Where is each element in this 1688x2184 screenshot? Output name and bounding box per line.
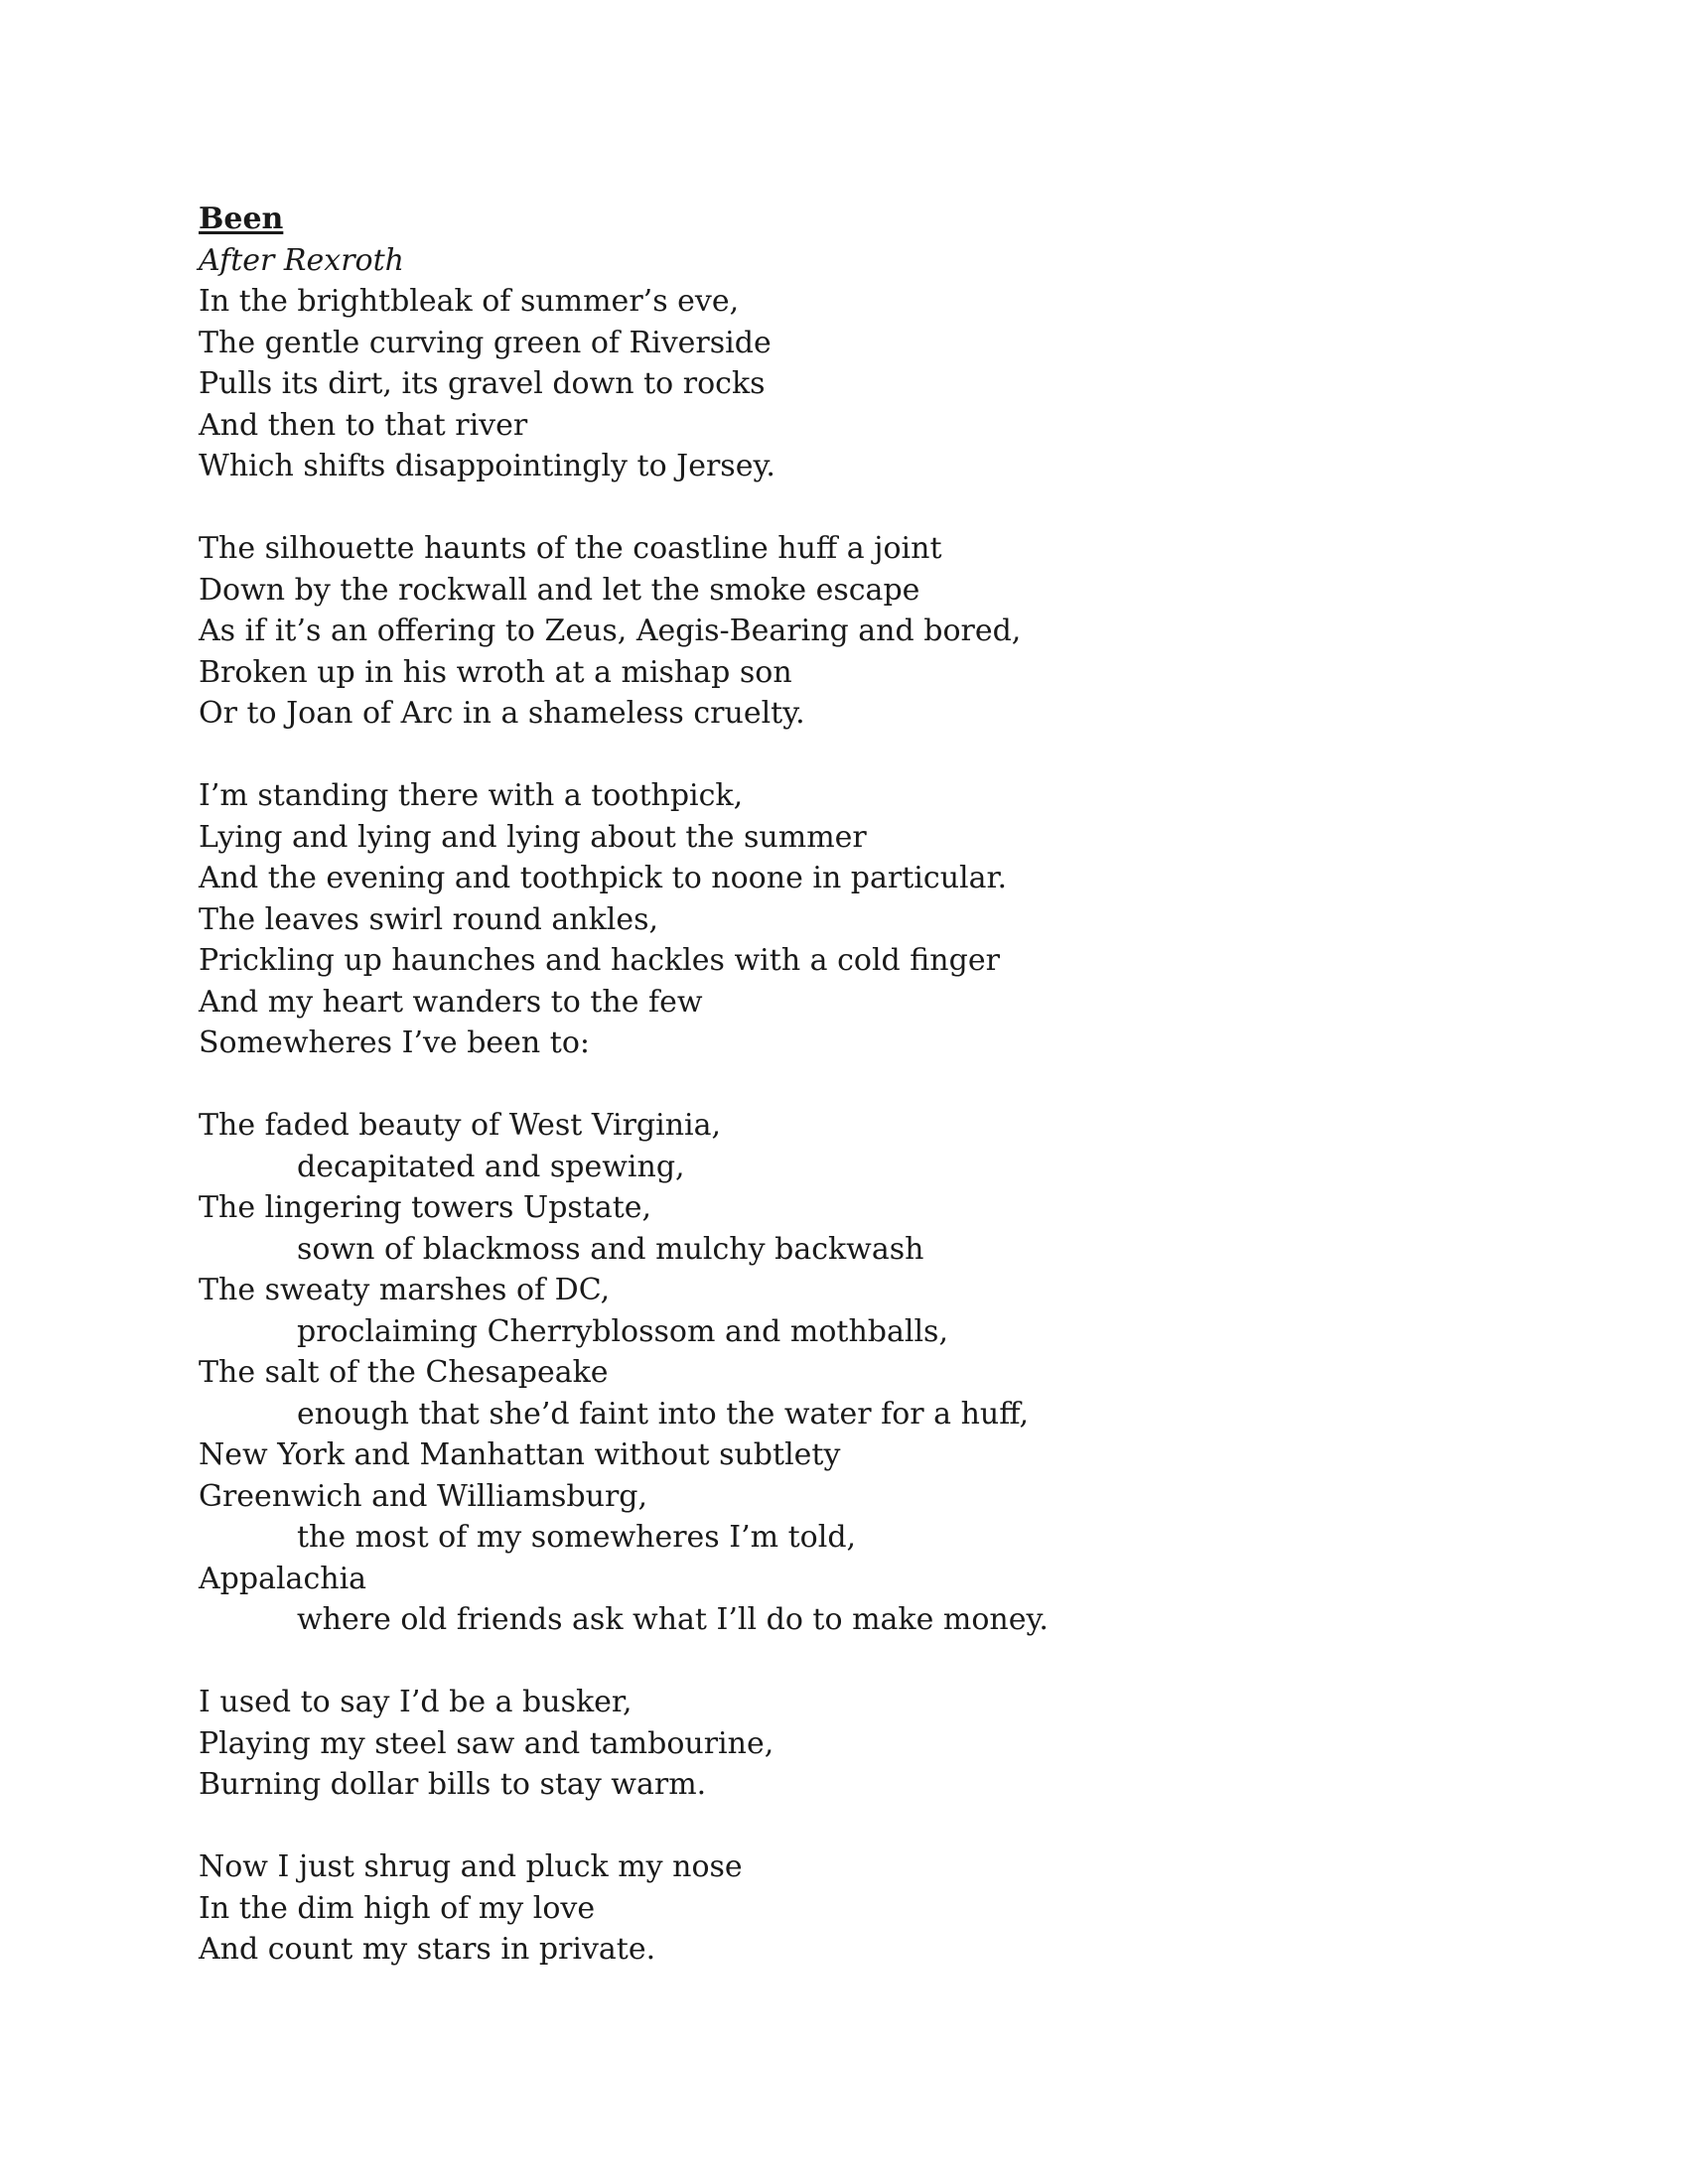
poem-line-indented: enough that she’d faint into the water for a huff, [297, 1396, 1029, 1432]
poem-line: And then to that river [199, 407, 528, 443]
poem-line: Playing my steel saw and tambourine, [199, 1725, 774, 1761]
poem-line: The gentle curving green of Riverside [199, 325, 772, 360]
poem-line: Somewheres I’ve been to: [199, 1025, 591, 1060]
stanza [199, 1682, 1489, 1806]
poem-body [199, 281, 1489, 1971]
stanza [199, 528, 1489, 735]
poem-line: The salt of the Chesapeake [199, 1355, 609, 1390]
poem-line: New York and Manhattan without subtlety [199, 1437, 841, 1472]
poem-line: As if it’s an offering to Zeus, Aegis-Bearing and bored, [199, 614, 1022, 648]
poem-line: Down by the rockwall and let the smoke escape [199, 572, 920, 608]
poem-line: Broken up in his wroth at a mishap son [199, 654, 792, 690]
poem-line: Pulls its dirt, its gravel down to rocks [199, 366, 766, 401]
poem-line: Now I just shrug and pluck my nose [199, 1849, 743, 1884]
poem-line: Appalachia [199, 1561, 367, 1596]
stanza [199, 1846, 1489, 1971]
poem-line: And the evening and toothpick to noone in particular. [199, 861, 1008, 895]
poem-line: Prickling up haunches and hackles with a cold finger [199, 943, 1000, 978]
stanza [199, 1105, 1489, 1641]
stanza [199, 775, 1489, 1064]
stanza [199, 281, 1489, 487]
poem-line: Lying and lying and lying about the summer [199, 819, 867, 855]
poem-subtitle: After Rexroth [199, 242, 404, 278]
poem-line: In the brightbleak of summer’s eve, [199, 284, 740, 319]
poem-line: Or to Joan of Arc in a shameless cruelty. [199, 696, 805, 731]
poem-line-indented: sown of blackmoss and mulchy backwash [297, 1231, 924, 1267]
poem-line: And my heart wanders to the few [199, 984, 703, 1020]
poem-line: Which shifts disappointingly to Jersey. [199, 449, 775, 483]
poem-line: Burning dollar bills to stay warm. [199, 1767, 707, 1802]
poem-line: I’m standing there with a toothpick, [199, 778, 744, 813]
poem-line: The lingering towers Upstate, [199, 1190, 652, 1225]
poem-line: The silhouette haunts of the coastline huff a joint [199, 531, 942, 566]
poem-line-indented: the most of my somewheres I’m told, [297, 1520, 857, 1555]
poem-line-indented: proclaiming Cherryblossom and mothballs, [297, 1313, 948, 1349]
poem-line: The leaves swirl round ankles, [199, 901, 659, 937]
poem-line: The faded beauty of West Virginia, [199, 1108, 722, 1143]
poem-line: I used to say I’d be a busker, [199, 1685, 633, 1719]
poem-title: Been [199, 202, 284, 236]
poem-line: The sweaty marshes of DC, [199, 1273, 611, 1307]
poem-line-indented: where old friends ask what I’ll do to make money. [297, 1602, 1049, 1637]
poem-line: And count my stars in private. [199, 1932, 656, 1967]
poem-line: In the dim high of my love [199, 1890, 596, 1926]
poem-line: Greenwich and Williamsburg, [199, 1478, 648, 1514]
poem-line-indented: decapitated and spewing, [297, 1149, 685, 1184]
document-page [199, 199, 1489, 2011]
